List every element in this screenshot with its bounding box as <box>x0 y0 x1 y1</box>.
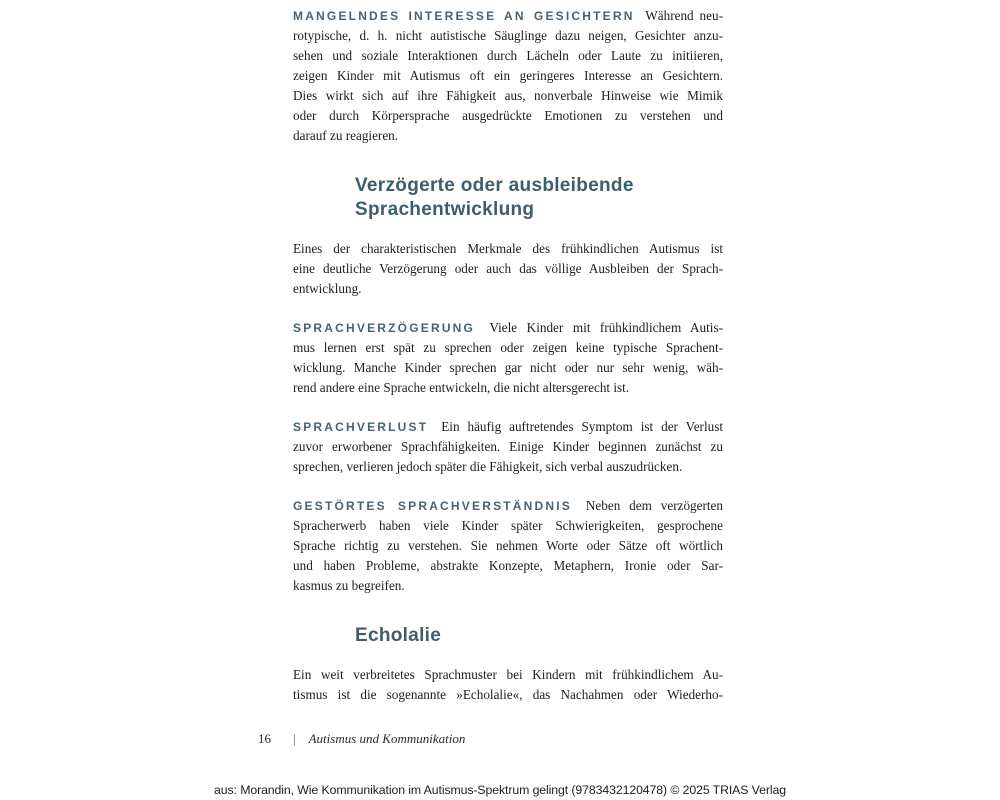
run-in-subheading: MANGELNDES INTERESSE AN GESICHTERN <box>293 9 635 23</box>
run-in-subheading: SPRACHVERLUST <box>293 420 429 434</box>
text-line: kasmus zu begreifen. <box>293 578 405 593</box>
text-line: entwicklung. <box>293 281 362 296</box>
section-heading-line: Echolalie <box>355 625 442 646</box>
text-line: MANGELNDES INTERESSE AN GESICHTERN Während neu- <box>293 8 723 23</box>
text-line: SPRACHVERLUST Ein häufig auftretendes Symptom ist der Verlust <box>293 419 723 434</box>
section-heading-line: Verzögerte oder ausbleibende <box>355 175 634 196</box>
page-footer <box>258 731 465 747</box>
text-line: mus lernen erst spät zu sprechen oder zeigen keine typische Sprachent- <box>293 340 723 355</box>
section-heading <box>355 174 723 222</box>
text-line: und haben Probleme, abstrakte Konzepte, Metaphern, Ironie oder Sar- <box>293 558 723 573</box>
paragraph-with-run-in-heading <box>293 318 723 398</box>
text-line: Ein weit verbreitetes Sprachmuster bei Kindern mit frühkindlichem Au- <box>293 667 723 682</box>
paragraph-with-run-in-heading <box>293 417 723 477</box>
text-line: SPRACHVERZÖGERUNG Viele Kinder mit frühkindlichem Autis- <box>293 320 723 335</box>
paragraph <box>293 665 723 705</box>
copyright-credit-line: aus: Morandin, Wie Kommunikation im Autismus-Spektrum gelingt (9783432120478) © 2025 TRIAS Verlag <box>214 783 786 797</box>
text-line: darauf zu reagieren. <box>293 128 399 143</box>
text-line: Dies wirkt sich auf ihre Fähigkeit aus, nonverbale Hinweise wie Mimik <box>293 88 723 103</box>
text-line: sehen und soziale Interaktionen durch Lächeln oder Laute zu initiieren, <box>293 48 723 63</box>
text-line: zeigen Kinder mit Autismus oft ein geringeres Interesse an Gesichtern. <box>293 68 723 83</box>
text-line: sprechen, verlieren jedoch später die Fähigkeit, sich verbal auszudrücken. <box>293 459 683 474</box>
run-in-subheading: SPRACHVERZÖGERUNG <box>293 321 476 335</box>
text-line: zuvor erworbener Sprachfähigkeiten. Einige Kinder beginnen zunächst zu <box>293 439 723 454</box>
footer-divider: | <box>293 731 296 746</box>
text-line: eine deutliche Verzögerung oder auch das völlige Ausbleiben der Sprach- <box>293 261 723 276</box>
run-in-subheading: GESTÖRTES SPRACHVERSTÄNDNIS <box>293 499 573 513</box>
text-line: Eines der charakteristischen Merkmale des frühkindlichen Autismus ist <box>293 241 723 256</box>
text-column <box>293 6 723 724</box>
text-line: tismus ist die sogenannte »Echolalie«, das Nachahmen oder Wiederho- <box>293 687 723 702</box>
page-number: 16 <box>258 731 271 746</box>
text-line: rotypische, d. h. nicht autistische Säuglinge dazu neigen, Gesichter anzu- <box>293 28 723 43</box>
text-line: rend andere eine Sprache entwickeln, die nicht altersgerecht ist. <box>293 380 630 395</box>
text-line: GESTÖRTES SPRACHVERSTÄNDNIS Neben dem verzögerten <box>293 498 723 513</box>
paragraph-with-run-in-heading <box>293 496 723 596</box>
section-heading-line: Sprachentwicklung <box>355 199 535 220</box>
paragraph <box>293 239 723 299</box>
paragraph-with-run-in-heading <box>293 6 723 146</box>
text-line: oder durch Körpersprache ausgedrückte Emotionen zu verstehen und <box>293 108 723 123</box>
text-line: Sprache richtig zu verstehen. Sie nehmen Worte oder Sätze oft wörtlich <box>293 538 723 553</box>
text-line: wicklung. Manche Kinder sprechen gar nicht oder nur sehr wenig, wäh- <box>293 360 723 375</box>
section-heading <box>355 624 723 648</box>
text-line: Spracherwerb haben viele Kinder später Schwierigkeiten, gesprochene <box>293 518 723 533</box>
running-title: Autismus und Kommunikation <box>308 731 466 746</box>
